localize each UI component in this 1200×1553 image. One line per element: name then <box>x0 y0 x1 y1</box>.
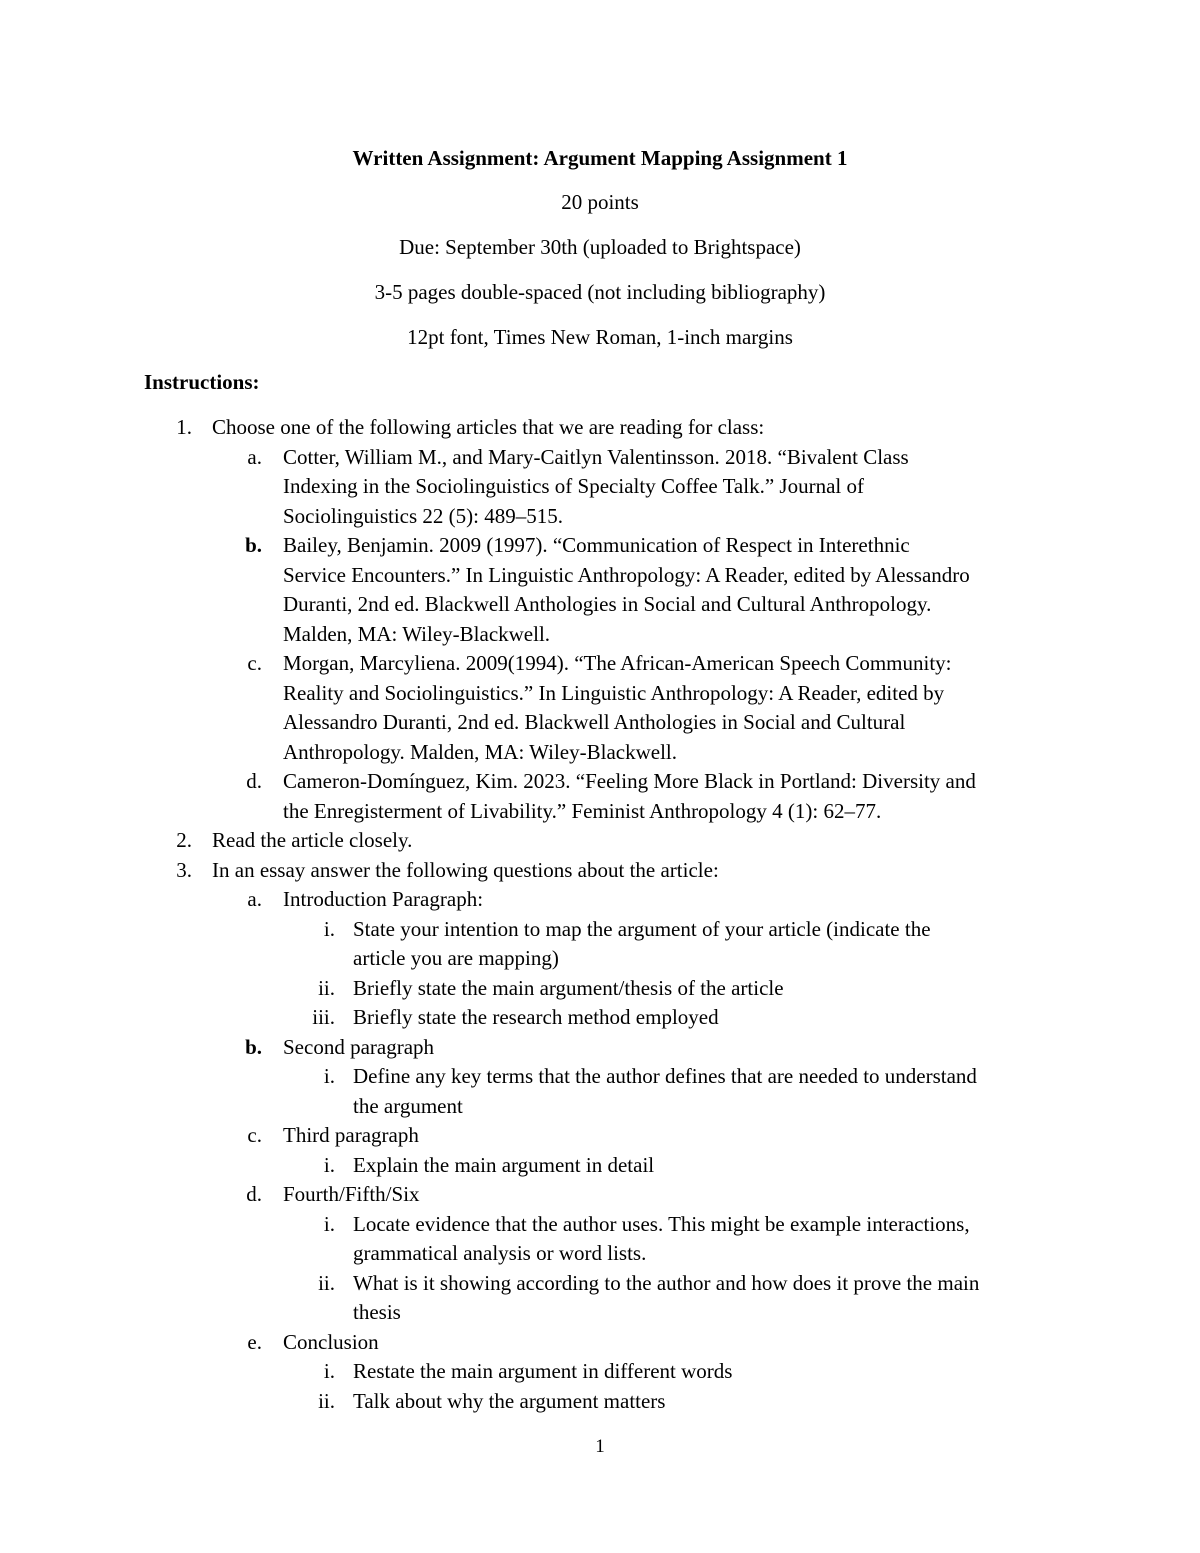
points-line: 20 points <box>561 190 639 214</box>
list-item-text-line: Define any key terms that the author defines that are needed to understand <box>353 1064 977 1088</box>
list-item-text-line: thesis <box>353 1300 401 1324</box>
instruction-item-1 <box>0 413 1100 443</box>
list-marker: i. <box>323 916 335 941</box>
list-item-text-line: Fourth/Fifth/Six <box>283 1182 420 1206</box>
list-item-text-line: the Enregisterment of Livability.” Feminist Anthropology 4 (1): 62–77. <box>283 798 882 823</box>
sub-sub-item <box>0 915 1100 974</box>
list-item-text-line: article you are mapping) <box>353 946 559 970</box>
sub-item <box>0 885 1100 915</box>
instruction-item-2 <box>0 826 1100 856</box>
page-number: 1 <box>595 1436 605 1457</box>
list-item-text-line: Morgan, Marcyliena. 2009(1994). “The African-American Speech Community: <box>283 651 952 675</box>
list-item-text-line: Second paragraph <box>283 1034 435 1059</box>
format-line: 12pt font, Times New Roman, 1-inch margins <box>407 325 793 349</box>
sub-sub-item <box>0 1003 1100 1033</box>
list-item-text-line: Malden, MA: Wiley-Blackwell. <box>283 621 551 646</box>
sub-sub-item <box>0 1210 1100 1269</box>
list-item-text-line: Explain the main argument in detail <box>353 1152 655 1177</box>
list-item-text-line: Indexing in the Sociolinguistics of Specialty Coffee Talk.” Journal of <box>283 474 864 498</box>
list-item-text-line: Talk about why the argument matters <box>353 1388 666 1413</box>
list-marker: a. <box>247 444 262 469</box>
list-item-text-line: Reality and Sociolinguistics.” In Linguistic Anthropology: A Reader, edited by <box>283 680 945 705</box>
instructions-heading: Instructions: <box>144 370 260 394</box>
list-item-text-line: Introduction Paragraph: <box>283 887 484 911</box>
list-item-text-line: Locate evidence that the author uses. This might be example interactions, <box>353 1211 970 1236</box>
list-item-text-line: Briefly state the research method employed <box>353 1005 719 1029</box>
sub-sub-item <box>0 1357 1100 1387</box>
list-item-text-line: Restate the main argument in different words <box>353 1359 733 1383</box>
sub-item <box>0 443 1100 532</box>
list-item-text-line: grammatical analysis or word lists. <box>353 1241 647 1265</box>
list-item-text-line: Conclusion <box>283 1329 379 1354</box>
list-marker: c. <box>247 1123 262 1147</box>
list-item-text-line: In an essay answer the following questions about the article: <box>212 857 719 882</box>
sub-sub-item <box>0 1387 1100 1417</box>
list-item-text-line: Briefly state the main argument/thesis of the article <box>353 975 784 1000</box>
sub-sub-item <box>0 1151 1100 1181</box>
sub-sub-item <box>0 974 1100 1004</box>
list-marker: 2. <box>176 828 192 852</box>
list-item-text-line: Service Encounters.” In Linguistic Anthropology: A Reader, edited by Alessandro <box>283 562 970 587</box>
list-item-text-line: Duranti, 2nd ed. Blackwell Anthologies in Social and Cultural Anthropology. <box>283 592 932 616</box>
sub-item <box>0 1121 1100 1151</box>
sub-item <box>0 1033 1100 1063</box>
list-marker: i. <box>323 1211 335 1236</box>
document-title: Written Assignment: Argument Mapping Assignment 1 <box>352 146 848 170</box>
list-item-text-line: Anthropology. Malden, MA: Wiley-Blackwell. <box>283 739 678 764</box>
sub-item <box>0 1180 1100 1210</box>
list-item-text-line: State your intention to map the argument of your article (indicate the <box>353 916 931 941</box>
list-item-text-line: Sociolinguistics 22 (5): 489–515. <box>283 503 563 528</box>
list-marker: c. <box>247 651 262 675</box>
list-marker: e. <box>247 1329 262 1354</box>
list-marker: i. <box>323 1359 335 1383</box>
sub-item <box>0 649 1100 767</box>
list-marker: i. <box>323 1152 335 1177</box>
length-line: 3-5 pages double-spaced (not including bibliography) <box>374 280 826 304</box>
list-item-text-line: Alessandro Duranti, 2nd ed. Blackwell Anthologies in Social and Cultural <box>283 710 906 734</box>
list-marker: ii. <box>318 1270 335 1295</box>
list-marker: i. <box>323 1064 335 1088</box>
list-item-text-line: Cotter, William M., and Mary-Caitlyn Valentinsson. 2018. “Bivalent Class <box>283 444 909 469</box>
list-marker: a. <box>247 887 262 911</box>
list-marker: b. <box>245 1034 262 1059</box>
instructions-list <box>0 413 1100 1416</box>
list-item-text-line: Choose one of the following articles that we are reading for class: <box>212 415 765 439</box>
sub-sub-item <box>0 1269 1100 1328</box>
list-marker: 3. <box>176 857 192 882</box>
list-marker: b. <box>245 533 262 557</box>
list-item-text-line: What is it showing according to the author and how does it prove the main <box>353 1270 980 1295</box>
list-marker: ii. <box>318 975 335 1000</box>
due-date-line: Due: September 30th (uploaded to Brightspace) <box>399 235 801 259</box>
sub-item <box>0 531 1100 649</box>
list-item-text-line: Third paragraph <box>283 1123 419 1147</box>
list-marker: ii. <box>318 1388 335 1413</box>
list-marker: d. <box>246 1182 262 1206</box>
sub-sub-item <box>0 1062 1100 1121</box>
list-item-text-line: Bailey, Benjamin. 2009 (1997). “Communication of Respect in Interethnic <box>283 533 910 557</box>
list-item-text-line: Cameron-Domínguez, Kim. 2023. “Feeling More Black in Portland: Diversity and <box>283 769 976 793</box>
list-marker: iii. <box>312 1005 335 1029</box>
list-marker: d. <box>246 769 262 793</box>
list-marker: 1. <box>176 415 192 439</box>
list-item-text-line: the argument <box>353 1093 463 1118</box>
sub-item <box>0 767 1100 826</box>
instruction-item-3 <box>0 856 1100 886</box>
sub-item <box>0 1328 1100 1358</box>
list-item-text-line: Read the article closely. <box>212 828 413 852</box>
